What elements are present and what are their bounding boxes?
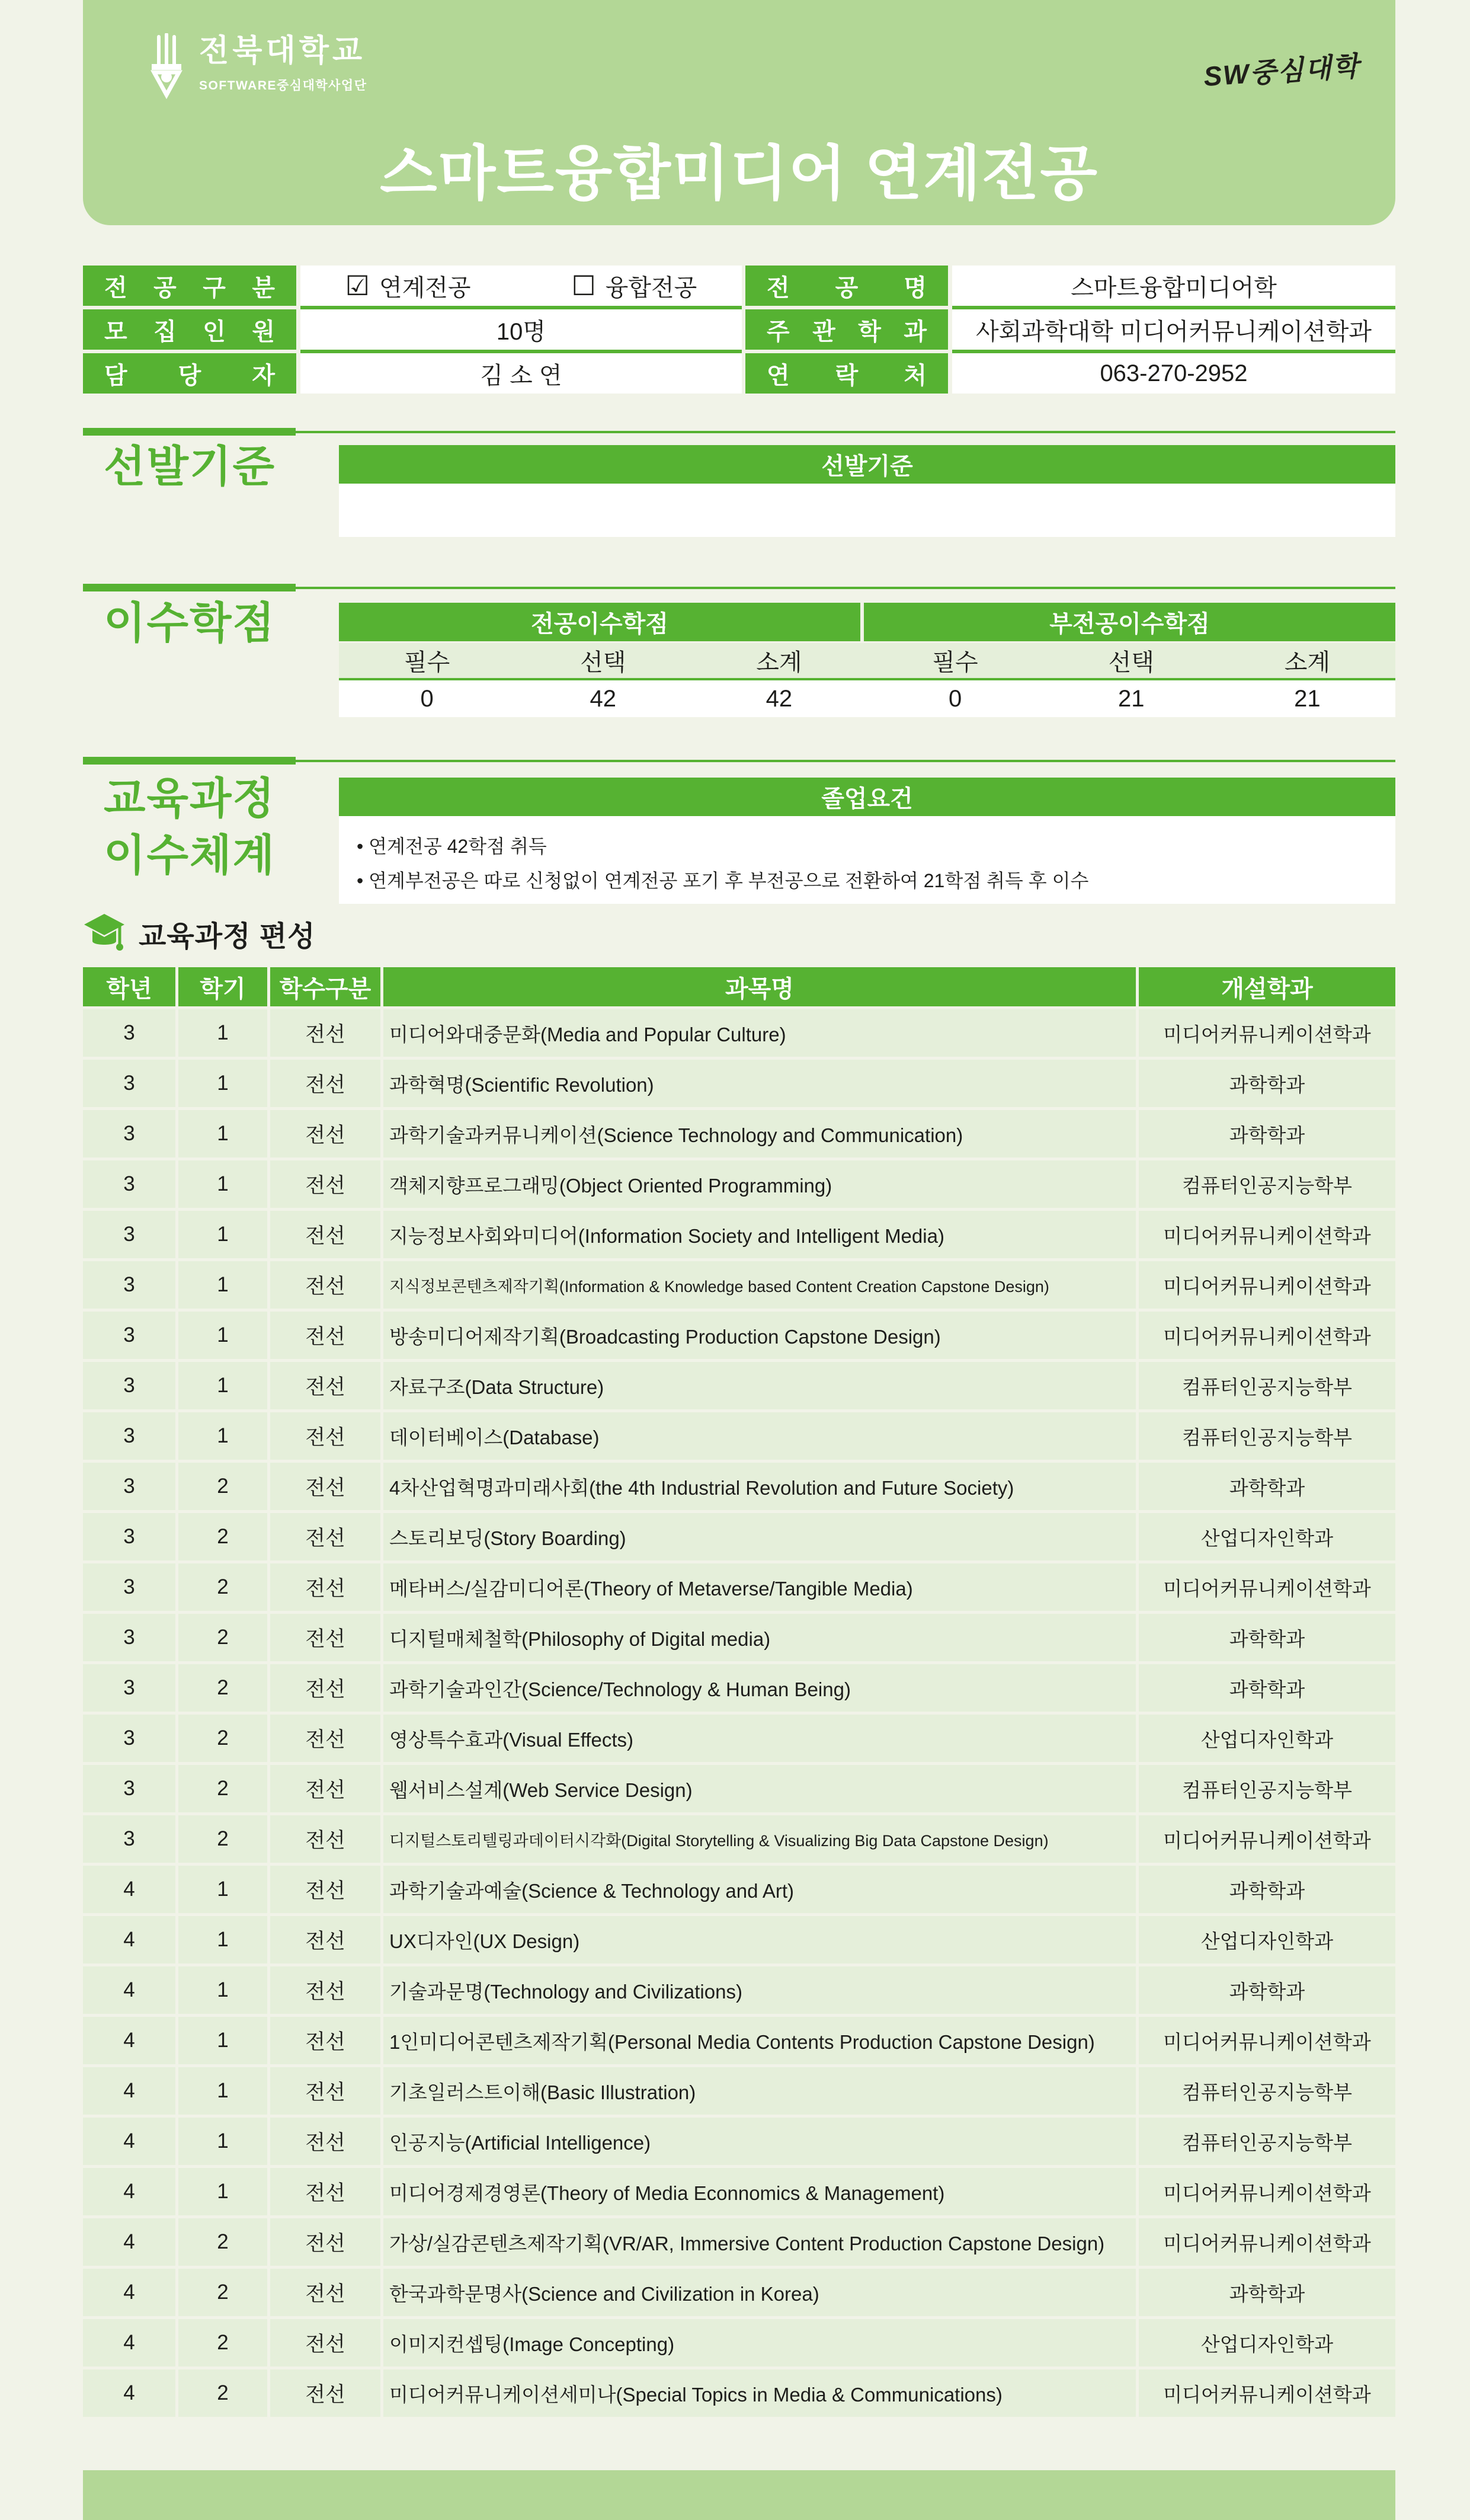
dept-cell: 컴퓨터인공지능학부 xyxy=(1139,2067,1395,2115)
dept-cell: 과학학과 xyxy=(1139,1463,1395,1510)
col-header-subject: 과목명 xyxy=(383,967,1136,1006)
type-cell: 전선 xyxy=(270,1009,380,1057)
subject-cell: 지식정보콘텐츠제작기획(Information & Knowledge based Content Creation Capstone Design) xyxy=(383,1261,1136,1309)
subject-cell: 미디어커뮤니케이션세미나(Special Topics in Media & Communications) xyxy=(383,2369,1136,2417)
grade-cell: 3 xyxy=(83,1160,175,1208)
table-row xyxy=(83,2369,1395,2417)
university-emblem-icon xyxy=(146,33,187,100)
type-cell: 전선 xyxy=(270,1362,380,1409)
course-table-header-row xyxy=(83,967,1395,1006)
subject-cell: 메타버스/실감미디어론(Theory of Metaverse/Tangible Media) xyxy=(383,1563,1136,1611)
info-row-recruit xyxy=(83,309,1395,350)
subject-cell: 이미지컨셉팅(Image Concepting) xyxy=(383,2319,1136,2367)
semester-cell: 1 xyxy=(178,2168,267,2215)
grade-cell: 3 xyxy=(83,1513,175,1560)
dept-cell: 산업디자인학과 xyxy=(1139,2319,1395,2367)
credit-value: 21 xyxy=(1117,685,1145,712)
type-cell: 전선 xyxy=(270,1563,380,1611)
option-label: 연계전공 xyxy=(379,274,471,301)
dept-cell: 미디어커뮤니케이션학과 xyxy=(1139,2017,1395,2064)
type-cell: 전선 xyxy=(270,2319,380,2367)
subject-cell: 웹서비스설계(Web Service Design) xyxy=(383,1765,1136,1812)
grade-cell: 3 xyxy=(83,1614,175,1661)
type-cell: 전선 xyxy=(270,1060,380,1107)
dept-cell: 컴퓨터인공지능학부 xyxy=(1139,1160,1395,1208)
table-row xyxy=(83,1060,1395,1107)
grade-cell: 4 xyxy=(83,2118,175,2165)
grade-cell: 4 xyxy=(83,2067,175,2115)
subject-cell: 인공지능(Artificial Intelligence) xyxy=(383,2118,1136,2165)
sw-university-logo: SW중심대학 xyxy=(1202,50,1361,92)
type-cell: 전선 xyxy=(270,1815,380,1863)
table-row xyxy=(83,1362,1395,1409)
subject-cell: 기술과문명(Technology and Civilizations) xyxy=(383,1966,1136,2014)
dept-cell: 미디어커뮤니케이션학과 xyxy=(1139,1009,1395,1057)
dept-cell: 컴퓨터인공지능학부 xyxy=(1139,1362,1395,1409)
dept-cell: 산업디자인학과 xyxy=(1139,1715,1395,1762)
table-row xyxy=(83,1866,1395,1913)
info-row-major-type xyxy=(83,266,1395,306)
dept-cell: 컴퓨터인공지능학부 xyxy=(1139,1412,1395,1460)
selection-table-body xyxy=(339,484,1395,537)
grade-cell: 4 xyxy=(83,1916,175,1963)
table-row xyxy=(83,1614,1395,1661)
subject-cell: 객체지향프로그래밍(Object Oriented Programming) xyxy=(383,1160,1136,1208)
course-table-body xyxy=(83,1009,1395,2417)
grade-cell: 3 xyxy=(83,1110,175,1157)
checkbox-unchecked-icon: ☐ xyxy=(571,270,596,301)
semester-cell: 1 xyxy=(178,1160,267,1208)
col-header-grade: 학년 xyxy=(83,967,175,1006)
dept-cell: 과학학과 xyxy=(1139,1664,1395,1712)
subject-cell: 가상/실감콘텐츠제작기획(VR/AR, Immersive Content Production Capstone Design) xyxy=(383,2218,1136,2266)
dept-cell: 미디어커뮤니케이션학과 xyxy=(1139,1563,1395,1611)
selection-criteria-table xyxy=(339,445,1395,537)
grade-cell: 3 xyxy=(83,1463,175,1510)
credits-table xyxy=(339,603,1395,717)
table-row xyxy=(83,1916,1395,1963)
subject-cell: 영상특수효과(Visual Effects) xyxy=(383,1715,1136,1762)
subject-cell: 디지털스토리텔링과데이터시각화(Digital Storytelling & Visualizing Big Data Capstone Design) xyxy=(383,1815,1136,1863)
grade-cell: 4 xyxy=(83,2218,175,2266)
grade-cell: 4 xyxy=(83,2168,175,2215)
major-type-value xyxy=(300,266,742,306)
table-row xyxy=(83,2269,1395,2316)
university-logo xyxy=(146,33,367,100)
semester-cell: 1 xyxy=(178,1916,267,1963)
semester-cell: 1 xyxy=(178,2118,267,2165)
credits-column-labels xyxy=(339,643,1395,678)
subject-cell: 과학혁명(Scientific Revolution) xyxy=(383,1060,1136,1107)
semester-cell: 1 xyxy=(178,1009,267,1057)
minor-credits-header: 부전공이수학점 xyxy=(864,603,1395,641)
table-row xyxy=(83,2118,1395,2165)
table-row xyxy=(83,1412,1395,1460)
section-title-credits: 이수학점 xyxy=(104,599,276,647)
subject-cell: 스토리보딩(Story Boarding) xyxy=(383,1513,1136,1560)
semester-cell: 1 xyxy=(178,1211,267,1258)
contact-label: 연 락 처 xyxy=(745,353,948,394)
table-row xyxy=(83,1463,1395,1510)
grade-cell: 4 xyxy=(83,1866,175,1913)
semester-cell: 2 xyxy=(178,1815,267,1863)
table-row xyxy=(83,1261,1395,1309)
type-cell: 전선 xyxy=(270,1614,380,1661)
dept-cell: 미디어커뮤니케이션학과 xyxy=(1139,1261,1395,1309)
subject-cell: 데이터베이스(Database) xyxy=(383,1412,1136,1460)
table-row xyxy=(83,1110,1395,1157)
type-cell: 전선 xyxy=(270,1412,380,1460)
subject-cell: 지능정보사회와미디어(Information Society and Intelligent Media) xyxy=(383,1211,1136,1258)
university-logo-text xyxy=(199,33,367,94)
graduation-table-body xyxy=(339,816,1395,904)
curriculum-composition-heading xyxy=(83,912,316,955)
subject-cell: 과학기술과예술(Science & Technology and Art) xyxy=(383,1866,1136,1913)
header-banner xyxy=(83,0,1395,225)
semester-cell: 2 xyxy=(178,1614,267,1661)
option-linked-major xyxy=(345,269,471,303)
subject-cell: 과학기술과커뮤니케이션(Science Technology and Communication) xyxy=(383,1110,1136,1157)
table-row xyxy=(83,1664,1395,1712)
grade-cell: 3 xyxy=(83,1211,175,1258)
page-title: 스마트융합미디어 연계전공 xyxy=(380,140,1099,207)
table-row xyxy=(83,1312,1395,1359)
subject-cell: 기초일러스트이해(Basic Illustration) xyxy=(383,2067,1136,2115)
type-cell: 전선 xyxy=(270,1966,380,2014)
dept-cell: 컴퓨터인공지능학부 xyxy=(1139,2118,1395,2165)
dept-cell: 과학학과 xyxy=(1139,1614,1395,1661)
subject-cell: 미디어경제경영론(Theory of Media Econnomics & Management) xyxy=(383,2168,1136,2215)
dept-cell: 과학학과 xyxy=(1139,2269,1395,2316)
type-cell: 전선 xyxy=(270,2118,380,2165)
type-cell: 전선 xyxy=(270,1463,380,1510)
col-header-dept: 개설학과 xyxy=(1139,967,1395,1006)
credit-col-label: 소계 xyxy=(1284,650,1331,676)
semester-cell: 2 xyxy=(178,2218,267,2266)
credit-value: 42 xyxy=(766,685,793,712)
grade-cell: 3 xyxy=(83,1261,175,1309)
credit-value: 42 xyxy=(590,685,616,712)
grade-cell: 3 xyxy=(83,1664,175,1712)
type-cell: 전선 xyxy=(270,2369,380,2417)
graduation-table-header: 졸업요건 xyxy=(339,778,1395,816)
dept-cell: 미디어커뮤니케이션학과 xyxy=(1139,2218,1395,2266)
type-cell: 전선 xyxy=(270,1160,380,1208)
credit-col-label: 선택 xyxy=(580,650,626,676)
table-row xyxy=(83,2168,1395,2215)
semester-cell: 2 xyxy=(178,1563,267,1611)
section-rule xyxy=(83,757,1395,765)
semester-cell: 2 xyxy=(178,2319,267,2367)
selection-table-header: 선발기준 xyxy=(339,445,1395,484)
semester-cell: 1 xyxy=(178,1362,267,1409)
option-label: 융합전공 xyxy=(605,274,697,301)
dept-cell: 미디어커뮤니케이션학과 xyxy=(1139,1312,1395,1359)
checkbox-checked-icon: ☑ xyxy=(345,270,370,301)
semester-cell: 1 xyxy=(178,1966,267,2014)
semester-cell: 1 xyxy=(178,1261,267,1309)
dept-cell: 산업디자인학과 xyxy=(1139,1513,1395,1560)
graduation-requirements-table xyxy=(339,778,1395,904)
section-rule xyxy=(83,428,1395,436)
dept-cell: 미디어커뮤니케이션학과 xyxy=(1139,2369,1395,2417)
dept-cell: 과학학과 xyxy=(1139,1060,1395,1107)
major-type-options xyxy=(345,269,697,303)
graduation-cap-icon xyxy=(83,912,126,955)
contact-value: 063-270-2952 xyxy=(952,353,1395,394)
grade-cell: 4 xyxy=(83,2017,175,2064)
type-cell: 전선 xyxy=(270,1765,380,1812)
subject-cell: 1인미디어콘텐츠제작기획(Personal Media Contents Production Capstone Design) xyxy=(383,2017,1136,2064)
dept-cell: 미디어커뮤니케이션학과 xyxy=(1139,1815,1395,1863)
table-row xyxy=(83,2067,1395,2115)
semester-cell: 1 xyxy=(178,1110,267,1157)
credit-value: 0 xyxy=(420,685,434,712)
subject-cell: 4차산업혁명과미래사회(the 4th Industrial Revolution and Future Society) xyxy=(383,1463,1136,1510)
dept-cell: 과학학과 xyxy=(1139,1866,1395,1913)
semester-cell: 1 xyxy=(178,1412,267,1460)
recruit-label: 모 집 인 원 xyxy=(83,309,296,350)
course-table xyxy=(83,967,1395,2420)
table-row xyxy=(83,2319,1395,2367)
semester-cell: 1 xyxy=(178,1312,267,1359)
grade-cell: 3 xyxy=(83,1009,175,1057)
recruit-value: 10명 xyxy=(300,309,742,350)
col-header-type: 학수구분 xyxy=(270,967,380,1006)
type-cell: 전선 xyxy=(270,1261,380,1309)
credit-col-label: 선택 xyxy=(1108,650,1154,676)
managing-dept-value: 사회과학대학 미디어커뮤니케이션학과 xyxy=(952,309,1395,350)
grade-cell: 3 xyxy=(83,1060,175,1107)
footer-band xyxy=(83,2470,1395,2520)
type-cell: 전선 xyxy=(270,2168,380,2215)
semester-cell: 1 xyxy=(178,1866,267,1913)
credit-value: 21 xyxy=(1294,685,1321,712)
major-name-label: 전 공 명 xyxy=(745,266,948,306)
semester-cell: 1 xyxy=(178,2017,267,2064)
credit-col-label: 필수 xyxy=(403,650,450,676)
type-cell: 전선 xyxy=(270,1513,380,1560)
section-title-curriculum: 교육과정 이수체계 xyxy=(104,775,276,880)
semester-cell: 1 xyxy=(178,1060,267,1107)
credit-value: 0 xyxy=(948,685,962,712)
grade-cell: 3 xyxy=(83,1563,175,1611)
info-row-manager xyxy=(83,353,1395,394)
table-row xyxy=(83,1715,1395,1762)
table-row xyxy=(83,1765,1395,1812)
credits-values-row xyxy=(339,680,1395,717)
grade-cell: 4 xyxy=(83,2319,175,2367)
type-cell: 전선 xyxy=(270,2218,380,2266)
table-row xyxy=(83,2017,1395,2064)
type-cell: 전선 xyxy=(270,1664,380,1712)
manager-label: 담 당 자 xyxy=(83,353,296,394)
subject-cell: 미디어와대중문화(Media and Popular Culture) xyxy=(383,1009,1136,1057)
semester-cell: 2 xyxy=(178,1664,267,1712)
table-row xyxy=(83,1160,1395,1208)
grade-cell: 4 xyxy=(83,2269,175,2316)
subject-cell: 방송미디어제작기획(Broadcasting Production Capstone Design) xyxy=(383,1312,1136,1359)
semester-cell: 2 xyxy=(178,2369,267,2417)
managing-dept-label: 주 관 학 과 xyxy=(745,309,948,350)
major-type-label: 전 공 구 분 xyxy=(83,266,296,306)
credits-table-header xyxy=(339,603,1395,641)
major-info-table xyxy=(83,266,1395,397)
subject-cell: 자료구조(Data Structure) xyxy=(383,1362,1136,1409)
credit-col-label: 소계 xyxy=(756,650,802,676)
section-title-selection: 선발기준 xyxy=(104,443,276,491)
subject-cell: 과학기술과인간(Science/Technology & Human Being) xyxy=(383,1664,1136,1712)
dept-cell: 과학학과 xyxy=(1139,1110,1395,1157)
table-row xyxy=(83,1815,1395,1863)
dept-cell: 미디어커뮤니케이션학과 xyxy=(1139,2168,1395,2215)
subject-cell: 한국과학문명사(Science and Civilization in Korea) xyxy=(383,2269,1136,2316)
grade-cell: 3 xyxy=(83,1815,175,1863)
semester-cell: 2 xyxy=(178,2269,267,2316)
table-row xyxy=(83,1563,1395,1611)
table-row xyxy=(83,1211,1395,1258)
option-convergence-major xyxy=(572,269,697,303)
type-cell: 전선 xyxy=(270,1211,380,1258)
semester-cell: 2 xyxy=(178,1715,267,1762)
dept-cell: 과학학과 xyxy=(1139,1966,1395,2014)
section-rule xyxy=(83,584,1395,591)
type-cell: 전선 xyxy=(270,2017,380,2064)
curriculum-composition-label: 교육과정 편성 xyxy=(139,920,316,952)
col-header-semester: 학기 xyxy=(178,967,267,1006)
semester-cell: 1 xyxy=(178,2067,267,2115)
type-cell: 전선 xyxy=(270,2067,380,2115)
grade-cell: 3 xyxy=(83,1765,175,1812)
university-org: SOFTWARE중심대학사업단 xyxy=(199,79,367,92)
table-row xyxy=(83,1513,1395,1560)
subject-cell: UX디자인(UX Design) xyxy=(383,1916,1136,1963)
manager-value: 김 소 연 xyxy=(300,353,742,394)
table-row xyxy=(83,1966,1395,2014)
type-cell: 전선 xyxy=(270,1715,380,1762)
semester-cell: 2 xyxy=(178,1765,267,1812)
dept-cell: 컴퓨터인공지능학부 xyxy=(1139,1765,1395,1812)
grade-cell: 4 xyxy=(83,1966,175,2014)
type-cell: 전선 xyxy=(270,1916,380,1963)
semester-cell: 2 xyxy=(178,1463,267,1510)
type-cell: 전선 xyxy=(270,1312,380,1359)
subject-cell: 디지털매체철학(Philosophy of Digital media) xyxy=(383,1614,1136,1661)
grade-cell: 3 xyxy=(83,1362,175,1409)
university-name: 전북대학교 xyxy=(199,34,366,68)
grade-cell: 4 xyxy=(83,2369,175,2417)
dept-cell: 산업디자인학과 xyxy=(1139,1916,1395,1963)
grade-cell: 3 xyxy=(83,1312,175,1359)
type-cell: 전선 xyxy=(270,1866,380,1913)
grade-cell: 3 xyxy=(83,1715,175,1762)
dept-cell: 미디어커뮤니케이션학과 xyxy=(1139,1211,1395,1258)
table-row xyxy=(83,2218,1395,2266)
major-name-value: 스마트융합미디어학 xyxy=(952,266,1395,306)
semester-cell: 2 xyxy=(178,1513,267,1560)
credit-col-label: 필수 xyxy=(932,650,978,676)
type-cell: 전선 xyxy=(270,2269,380,2316)
type-cell: 전선 xyxy=(270,1110,380,1157)
graduation-requirement-item: • 연계부전공은 따로 신청없이 연계전공 포기 후 부전공으로 전환하여 21학점 취득 후 이수 xyxy=(357,864,1383,898)
table-row xyxy=(83,1009,1395,1057)
major-credits-header: 전공이수학점 xyxy=(339,603,860,641)
graduation-requirement-item: • 연계전공 42학점 취득 xyxy=(357,829,1383,864)
grade-cell: 3 xyxy=(83,1412,175,1460)
